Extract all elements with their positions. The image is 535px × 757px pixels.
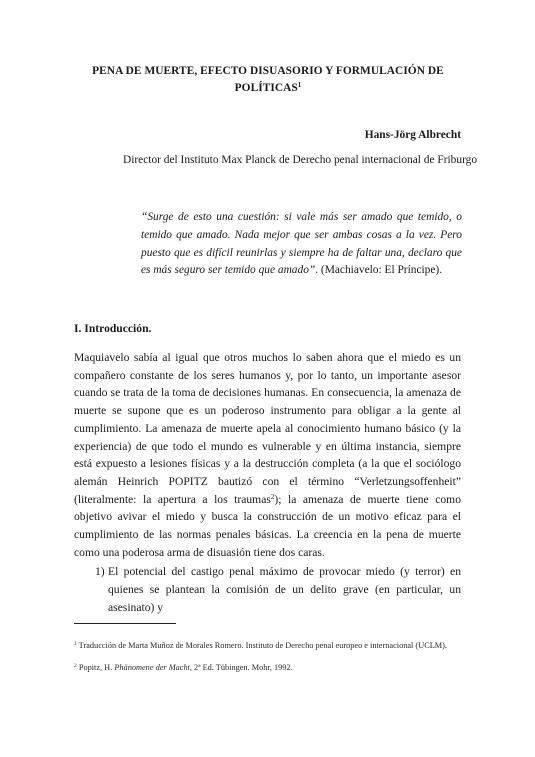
footnote-2-mark: 2: [74, 663, 77, 669]
paragraph-part-2: ); la amenaza de muerte tiene como objetivo avivar el miedo y busca la construcción de un motivo eficaz para el cumplimiento de las normas penales básicas. La creencia en la pena de muerte como una poderosa arma de disuasión tiene dos caras.: [74, 492, 461, 559]
paragraph-part-1: Maquiavelo sabía al igual que otros muchos lo saben ahora que el miedo es un compañero constante de los seres humanos y, por lo tanto, un importante asesor cuando se trata de la toma de decisiones humanas. En consecuencia, la amenaza de muerte se supone que es un poderoso instrumento para obligar a la gente al cumplimiento. La amenaza de muerte apela al conocimiento humano básico (y la experiencia) de que todo el mundo es vulnerable y en última instancia, siempre está expuesto a lesiones físicas y a la destrucción completa (a la que el sociólogo alemán Heinrich POPITZ bautizó con el término “Verletzungsoffenheit” (literalmente: la apertura a los traumas: [74, 351, 461, 506]
footnote-1-text: Traducción de Marta Muñoz de Morales Romero. Instituto de Derecho penal europeo e internacional (UCLM).: [76, 641, 448, 650]
epigraph-quote: “Surge de esto una cuestión: si vale más ser amado que temido, o temido que amado. Nada mejor que ser ambas cosas a la vez. Pero puesto que es difícil reunirlas y siempre ha de faltar una, declaro que es más seguro ser temido que amado”: [141, 211, 462, 277]
epigraph-attribution: . (Machiavelo: El Príncipe).: [315, 264, 443, 277]
list-item-text: El potencial del castigo penal máximo de provocar miedo (y terror) en quienes se plantean la comisión de un delito grave (en particular, un asesinato) y: [108, 565, 461, 614]
body-paragraph: [74, 349, 461, 561]
footnote-1: [74, 641, 461, 651]
footnote-1-mark: 1: [74, 641, 77, 647]
section-heading: I. Introducción.: [74, 322, 152, 335]
footnote-2-text-after: , 2ª Ed. Tübingen. Mohr, 1992.: [189, 663, 293, 672]
footnote-divider: [74, 623, 176, 624]
title-text: PENA DE MUERTE, EFECTO DISUASORIO Y FORMULACIÓN DE POLÍTICAS: [92, 65, 444, 94]
author-affiliation: Director del Instituto Max Planck de Derecho penal internacional de Friburgo: [123, 154, 478, 166]
author-name: Hans-Jörg Albrecht: [364, 129, 461, 141]
footnote-2: [74, 663, 461, 673]
list-item: [95, 563, 461, 617]
epigraph: [141, 209, 462, 280]
title-footnote-mark: 1: [297, 81, 302, 89]
list-item-number: 1): [95, 565, 105, 578]
paragraph-footnote-mark: 2: [270, 492, 275, 501]
footnote-2-book-title: Phänomene der Macht: [114, 663, 190, 672]
document-title: [75, 63, 461, 97]
footnote-2-text-before: Popitz, H.: [76, 663, 115, 672]
